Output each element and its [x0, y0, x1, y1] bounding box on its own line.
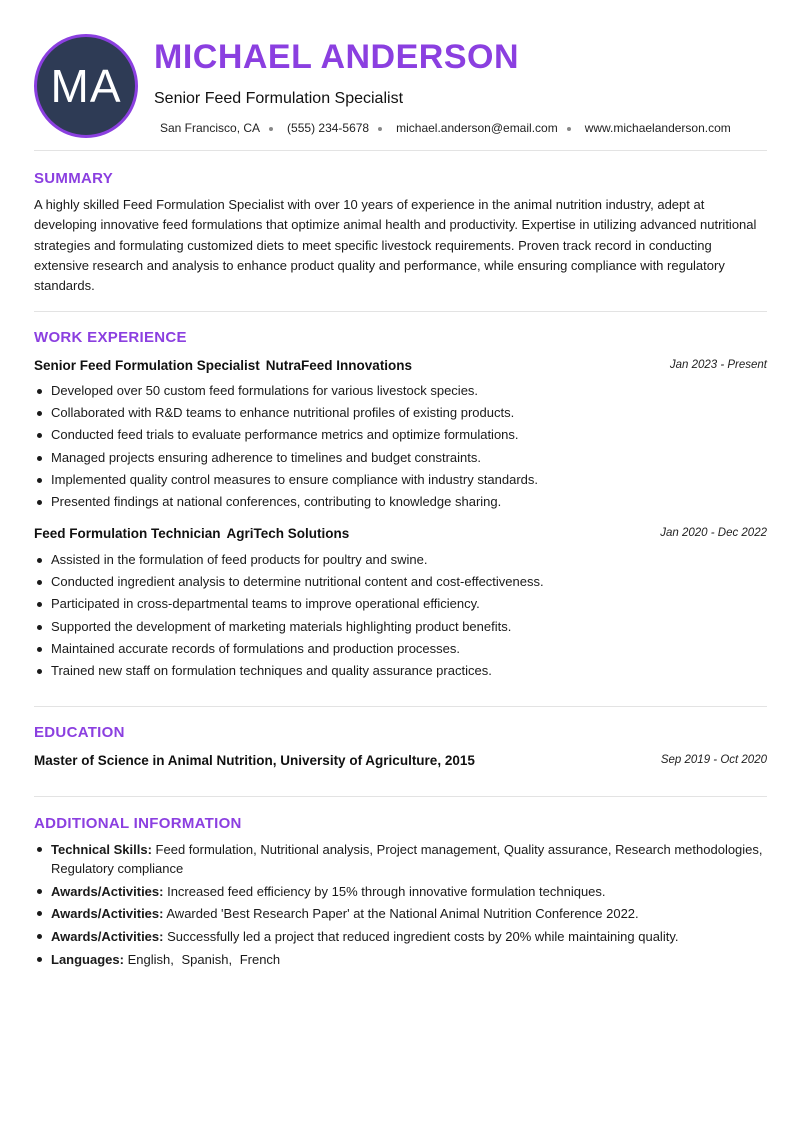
avatar	[34, 34, 138, 138]
experience-heading: WORK EXPERIENCE	[34, 329, 187, 346]
separator-dot-icon	[567, 127, 571, 131]
education-entry	[34, 753, 767, 771]
item-label: Awards/Activities:	[51, 906, 164, 921]
item-text: Increased feed efficiency by 15% through innovative formulation techniques.	[167, 883, 606, 899]
list-item: Developed over 50 custom feed formulations for various livestock species.	[34, 380, 767, 402]
list-item	[34, 927, 767, 946]
contact-email[interactable]: michael.anderson@email.com	[396, 121, 558, 135]
contact-location: San Francisco, CA	[160, 121, 261, 135]
job-bullets	[34, 380, 767, 513]
list-item: Trained new staff on formulation techniques and quality assurance practices.	[34, 660, 767, 682]
education-heading: EDUCATION	[34, 724, 125, 741]
job-role: Senior Feed Formulation Specialist	[34, 358, 260, 373]
job-header	[34, 526, 767, 544]
contact-line	[160, 121, 731, 135]
item-label: Awards/Activities:	[51, 883, 164, 899]
candidate-title: Senior Feed Formulation Specialist	[154, 90, 404, 107]
job-company: AgriTech Solutions	[226, 526, 350, 541]
list-item: Collaborated with R&D teams to enhance nutritional profiles of existing products.	[34, 402, 767, 424]
item-label: Languages:	[51, 951, 124, 967]
job-dates: Jan 2020 - Dec 2022	[660, 527, 767, 539]
separator-dot-icon	[378, 127, 382, 131]
list-item: Presented findings at national conferences, contributing to knowledge sharing.	[34, 491, 767, 513]
item-text: Feed formulation, Nutritional analysis, Project management, Quality assurance, Research methodologies, Regulatory compliance	[51, 842, 763, 876]
list-item: Participated in cross-departmental teams to improve operational efficiency.	[34, 593, 767, 615]
candidate-name: MICHAEL ANDERSON	[154, 38, 520, 76]
education-degree: Master of Science in Animal Nutrition, University of Agriculture, 2015	[34, 753, 475, 768]
list-item: Supported the development of marketing materials highlighting product benefits.	[34, 616, 767, 638]
job-dates: Jan 2023 - Present	[669, 359, 767, 371]
list-item: Implemented quality control measures to ensure compliance with industry standards.	[34, 469, 767, 491]
additional-heading: ADDITIONAL INFORMATION	[34, 815, 242, 832]
section-divider	[34, 311, 767, 312]
avatar-initials: MA	[50, 60, 122, 112]
job-company: NutraFeed Innovations	[265, 358, 413, 373]
list-item	[34, 950, 767, 969]
separator-dot-icon	[269, 127, 273, 131]
item-label: Technical Skills:	[51, 842, 152, 857]
job-bullets	[34, 549, 767, 682]
additional-list	[34, 840, 767, 972]
item-label: Awards/Activities:	[51, 928, 164, 944]
list-item	[34, 882, 767, 901]
language: French	[239, 951, 281, 967]
job-header	[34, 358, 767, 376]
item-text: Awarded 'Best Research Paper' at the National Animal Nutrition Conference 2022.	[166, 906, 639, 921]
list-item: Conducted feed trials to evaluate performance metrics and optimize formulations.	[34, 424, 767, 446]
list-item	[34, 904, 767, 923]
job-role: Feed Formulation Technician	[34, 526, 221, 541]
resume-header	[34, 34, 767, 138]
list-item: Conducted ingredient analysis to determine nutritional content and cost-effectiveness.	[34, 571, 767, 593]
contact-phone: (555) 234-5678	[287, 121, 370, 135]
list-item: Assisted in the formulation of feed products for poultry and swine.	[34, 549, 767, 571]
education-dates: Sep 2019 - Oct 2020	[660, 754, 767, 766]
language: English,	[127, 951, 174, 967]
list-item: Managed projects ensuring adherence to timelines and budget constraints.	[34, 447, 767, 469]
list-item	[34, 840, 767, 878]
section-divider	[34, 150, 767, 151]
language: Spanish,	[181, 951, 233, 967]
summary-text: A highly skilled Feed Formulation Specialist with over 10 years of experience in the animal nutrition industry, adept at developing innovative feed formulations that optimize animal health and productivity. Expertise in utilizing advanced nutritional strategies and formulating customized diets to meet specific livestock requirements. Proven track record in conducting extensive research and analysis to enhance product quality and performance, while ensuring compliance with regulatory standards.	[34, 197, 757, 294]
item-text: Successfully led a project that reduced ingredient costs by 20% while maintaining quality.	[167, 928, 679, 944]
list-item: Maintained accurate records of formulations and production processes.	[34, 638, 767, 660]
section-divider	[34, 706, 767, 707]
summary-heading: SUMMARY	[34, 170, 114, 187]
section-divider	[34, 796, 767, 797]
contact-website[interactable]: www.michaelanderson.com	[584, 121, 731, 135]
